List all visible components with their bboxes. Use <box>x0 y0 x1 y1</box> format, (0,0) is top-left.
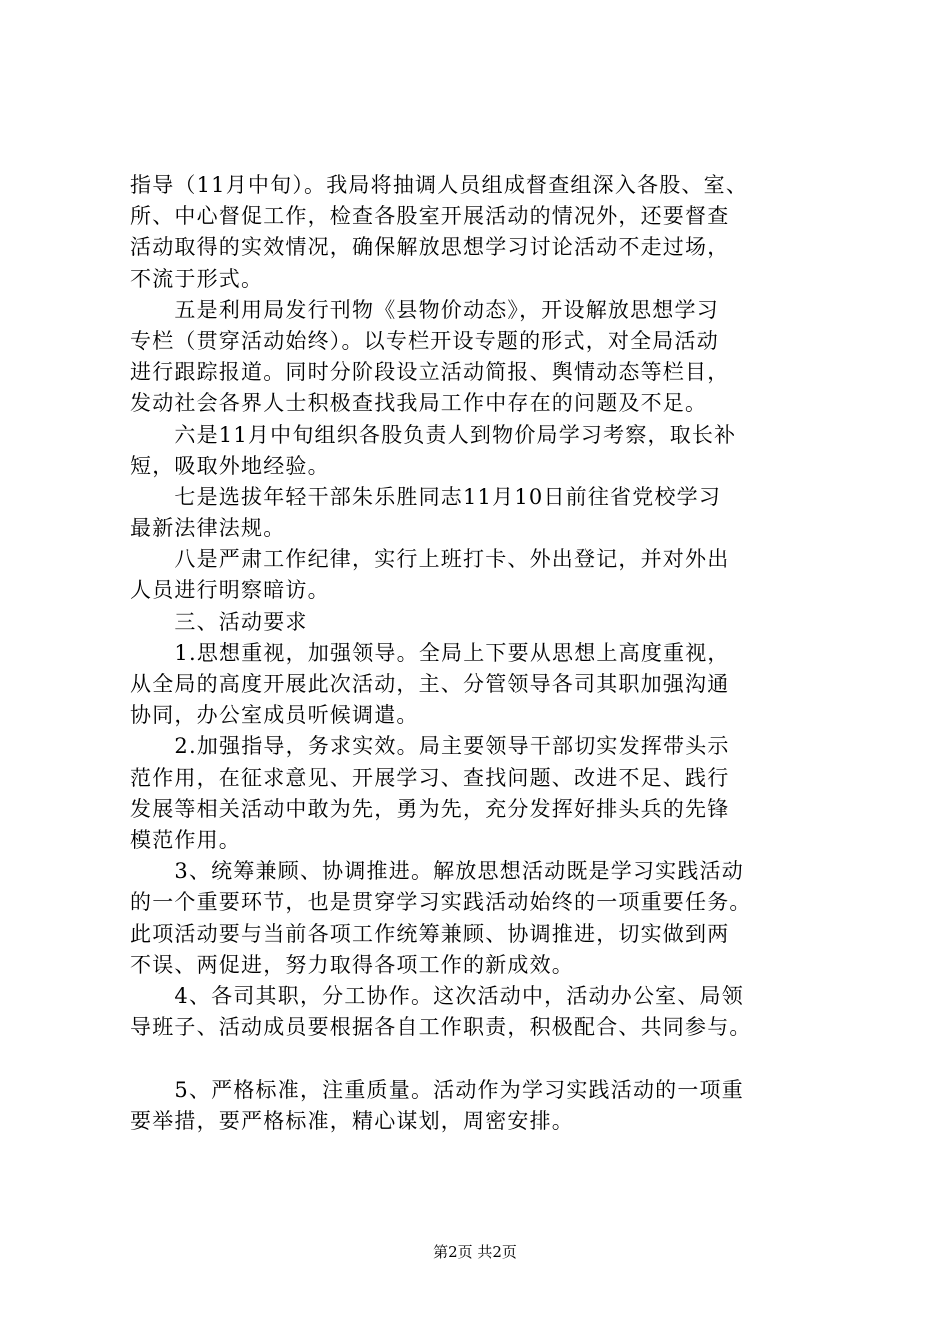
text-line: 4、各司其职，分工协作。这次活动中，活动办公室、局领 <box>130 983 744 1008</box>
text-line: 5、严格标准，注重质量。活动作为学习实践活动的一项重 <box>130 1078 744 1103</box>
text-line: 导班子、活动成员要根据各自工作职责，积极配合、共同参与。 <box>130 1015 752 1040</box>
text-line: 从全局的高度开展此次活动，主、分管领导各司其职加强沟通 <box>130 672 730 696</box>
text-line: 1.思想重视，加强领导。全局上下要从思想上高度重视， <box>130 640 730 665</box>
text-line: 短，吸取外地经验。 <box>130 453 330 478</box>
text-line: 的一个重要环节，也是贯穿学习实践活动始终的一项重要任务。 <box>130 890 752 915</box>
paragraph-gap <box>130 1043 850 1075</box>
text-line: 发展等相关活动中敢为先，勇为先，充分发挥好排头兵的先锋 <box>130 796 730 821</box>
text-line: 协同，办公室成员听候调遣。 <box>130 703 419 728</box>
document-body <box>130 170 850 1138</box>
text-line: 所、中心督促工作，检查各股室开展活动的情况外，还要督查 <box>130 204 730 229</box>
text-line: 专栏（贯穿活动始终）。以专栏开设专题的形式，对全局活动 <box>130 328 719 353</box>
text-line: 发动社会各界人士积极查找我局工作中存在的问题及不足。 <box>130 391 708 416</box>
text-line: 活动取得的实效情况，确保解放思想学习讨论活动不走过场， <box>130 235 730 260</box>
text-line: 七是选拔年轻干部朱乐胜同志11月10日前往省党校学习 <box>130 484 722 509</box>
text-line: 不误、两促进，努力取得各项工作的新成效。 <box>130 952 574 977</box>
section-heading: 三、活动要求 <box>130 609 308 634</box>
text-line: 3、统筹兼顾、协调推进。解放思想活动既是学习实践活动 <box>130 859 744 884</box>
text-line: 六是11月中旬组织各股负责人到物价局学习考察，取长补 <box>130 422 737 447</box>
text-line: 五是利用局发行刊物《县物价动态》，开设解放思想学习 <box>130 297 719 322</box>
text-line: 模范作用。 <box>130 827 241 852</box>
text-line: 此项活动要与当前各项工作统筹兼顾、协调推进，切实做到两 <box>130 921 730 946</box>
text-line: 进行跟踪报道。同时分阶段设立活动简报、舆情动态等栏目， <box>130 360 730 385</box>
text-line: 范作用，在征求意见、开展学习、查找问题、改进不足、践行 <box>130 765 730 790</box>
text-line: 人员进行明察暗访。 <box>130 578 330 603</box>
text-line: 最新法律法规。 <box>130 516 286 541</box>
text-line: 八是严肃工作纪律，实行上班打卡、外出登记，并对外出 <box>130 547 730 572</box>
text-line: 不流于形式。 <box>130 266 264 291</box>
page-number-footer: 第2页 共2页 <box>433 1243 517 1261</box>
text-line: 2.加强指导，务求实效。局主要领导干部切实发挥带头示 <box>130 734 730 759</box>
text-line: 要举措，要严格标准，精心谋划，周密安排。 <box>130 1109 574 1134</box>
text-line: 指导（11月中旬）。我局将抽调人员组成督查组深入各股、室、 <box>130 173 749 197</box>
